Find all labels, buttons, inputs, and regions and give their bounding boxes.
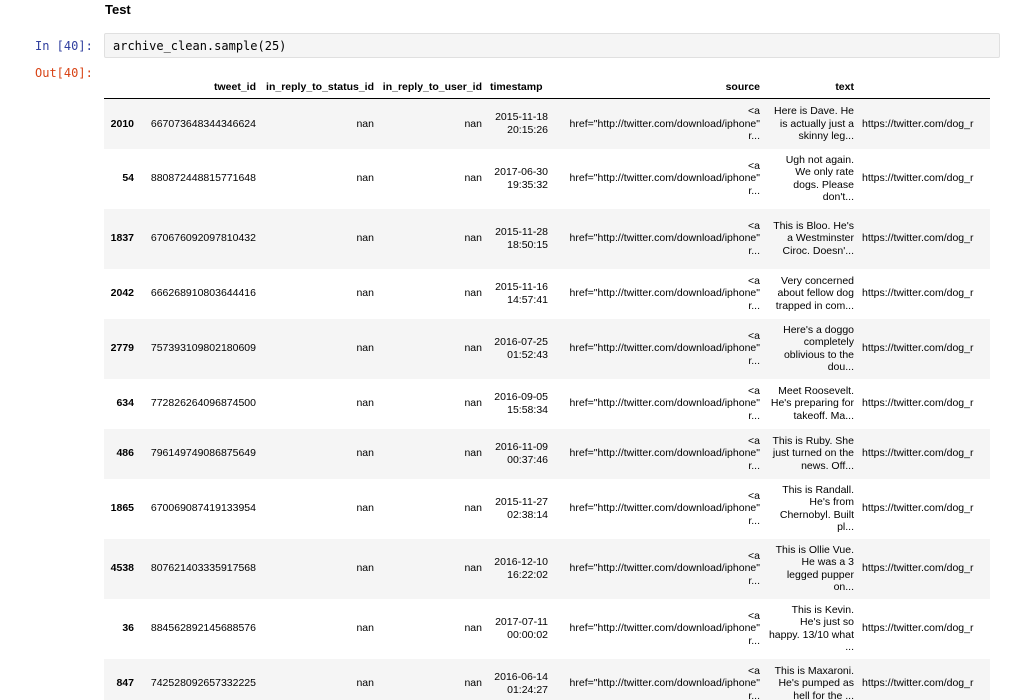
table-cell-text: Ugh not again. We only rate dogs. Please don't... — [764, 149, 858, 209]
table-cell-expanded-url: https://twitter.com/dog_r — [858, 479, 990, 539]
table-cell-index: 54 — [104, 149, 138, 209]
table-cell-source: <a href="http://twitter.com/download/iphone" r... — [552, 99, 764, 149]
table-cell-expanded-url: https://twitter.com/dog_r — [858, 379, 990, 429]
column-header-tweet-id: tweet_id — [138, 76, 260, 99]
table-cell-source: <a href="http://twitter.com/download/iphone" r... — [552, 429, 764, 479]
table-cell-text: This is Maxaroni. He's pumped as hell for the ... — [764, 659, 858, 700]
table-cell-source: <a href="http://twitter.com/download/iphone" r... — [552, 659, 764, 700]
table-cell-timestamp: 2015-11-16 14:57:41 — [486, 269, 552, 319]
table-cell-in-reply-to-status-id: nan — [260, 659, 378, 700]
table-cell-index: 486 — [104, 429, 138, 479]
table-cell-expanded-url: https://twitter.com/dog_r — [858, 539, 990, 599]
table-cell-timestamp: 2015-11-27 02:38:14 — [486, 479, 552, 539]
table-row — [104, 209, 990, 269]
table-cell-in-reply-to-user-id: nan — [378, 149, 486, 209]
table-cell-tweet-id: 670069087419133954 — [138, 479, 260, 539]
table-cell-index: 847 — [104, 659, 138, 700]
table-cell-in-reply-to-user-id: nan — [378, 99, 486, 149]
table-cell-index: 36 — [104, 599, 138, 659]
input-prompt: In [40]: — [35, 39, 93, 53]
table-cell-in-reply-to-user-id: nan — [378, 539, 486, 599]
table-cell-source: <a href="http://twitter.com/download/iphone" r... — [552, 319, 764, 379]
table-cell-in-reply-to-status-id: nan — [260, 99, 378, 149]
table-cell-in-reply-to-status-id: nan — [260, 429, 378, 479]
table-row — [104, 379, 990, 429]
code-cell[interactable] — [104, 33, 1000, 58]
column-header-index — [104, 76, 138, 99]
table-cell-in-reply-to-user-id: nan — [378, 269, 486, 319]
table-cell-source: <a href="http://twitter.com/download/iphone" r... — [552, 539, 764, 599]
table-cell-in-reply-to-user-id: nan — [378, 209, 486, 269]
table-cell-in-reply-to-status-id: nan — [260, 599, 378, 659]
table-cell-expanded-url: https://twitter.com/dog_r — [858, 269, 990, 319]
table-cell-text: Meet Roosevelt. He's preparing for takeoff. Ma... — [764, 379, 858, 429]
table-cell-tweet-id: 757393109802180609 — [138, 319, 260, 379]
table-cell-index: 2010 — [104, 99, 138, 149]
table-cell-index: 4538 — [104, 539, 138, 599]
table-cell-text: Here is Dave. He is actually just a skinny leg... — [764, 99, 858, 149]
table-row — [104, 479, 990, 539]
table-cell-tweet-id: 796149749086875649 — [138, 429, 260, 479]
column-header-expanded-urls — [858, 76, 990, 99]
notebook-heading: Test — [105, 2, 131, 17]
output-prompt: Out[40]: — [35, 66, 93, 80]
table-cell-expanded-url: https://twitter.com/dog_r — [858, 149, 990, 209]
table-cell-in-reply-to-status-id: nan — [260, 319, 378, 379]
table-cell-in-reply-to-status-id: nan — [260, 479, 378, 539]
table-cell-index: 2779 — [104, 319, 138, 379]
dataframe-output — [104, 76, 990, 700]
table-cell-tweet-id: 666268910803644416 — [138, 269, 260, 319]
table-cell-expanded-url: https://twitter.com/dog_r — [858, 99, 990, 149]
table-cell-tweet-id: 880872448815771648 — [138, 149, 260, 209]
table-row — [104, 659, 990, 700]
table-cell-in-reply-to-user-id: nan — [378, 429, 486, 479]
table-cell-source: <a href="http://twitter.com/download/iphone" r... — [552, 479, 764, 539]
table-cell-text: This is Bloo. He's a Westminster Ciroc. Doesn'... — [764, 209, 858, 269]
table-cell-expanded-url: https://twitter.com/dog_r — [858, 659, 990, 700]
table-cell-index: 2042 — [104, 269, 138, 319]
table-cell-expanded-url: https://twitter.com/dog_r — [858, 599, 990, 659]
column-header-in-reply-to-status-id: in_reply_to_status_id — [260, 76, 378, 99]
column-header-timestamp: timestamp — [486, 76, 552, 99]
table-cell-text: Here's a doggo completely oblivious to the dou... — [764, 319, 858, 379]
table-cell-source: <a href="http://twitter.com/download/iphone" r... — [552, 599, 764, 659]
table-header-row — [104, 76, 990, 99]
table-cell-source: <a href="http://twitter.com/download/iphone" r... — [552, 269, 764, 319]
table-cell-tweet-id: 667073648344346624 — [138, 99, 260, 149]
table-cell-expanded-url: https://twitter.com/dog_r — [858, 429, 990, 479]
table-cell-index: 1837 — [104, 209, 138, 269]
table-row — [104, 429, 990, 479]
table-cell-in-reply-to-status-id: nan — [260, 379, 378, 429]
column-header-text: text — [764, 76, 858, 99]
table-cell-timestamp: 2016-12-10 16:22:02 — [486, 539, 552, 599]
table-cell-timestamp: 2016-06-14 01:24:27 — [486, 659, 552, 700]
table-row — [104, 269, 990, 319]
table-cell-tweet-id: 742528092657332225 — [138, 659, 260, 700]
column-header-in-reply-to-user-id: in_reply_to_user_id — [378, 76, 486, 99]
table-row — [104, 599, 990, 659]
table-cell-in-reply-to-status-id: nan — [260, 269, 378, 319]
table-row — [104, 149, 990, 209]
table-cell-timestamp: 2015-11-28 18:50:15 — [486, 209, 552, 269]
table-row — [104, 99, 990, 149]
table-cell-in-reply-to-status-id: nan — [260, 539, 378, 599]
table-cell-source: <a href="http://twitter.com/download/iphone" r... — [552, 209, 764, 269]
table-cell-timestamp: 2015-11-18 20:15:26 — [486, 99, 552, 149]
table-cell-in-reply-to-user-id: nan — [378, 379, 486, 429]
table-cell-timestamp: 2016-07-25 01:52:43 — [486, 319, 552, 379]
table-cell-text: Very concerned about fellow dog trapped in com... — [764, 269, 858, 319]
dataframe-table — [104, 76, 990, 700]
table-cell-in-reply-to-status-id: nan — [260, 209, 378, 269]
table-cell-text: This is Ollie Vue. He was a 3 legged pupper on... — [764, 539, 858, 599]
table-cell-source: <a href="http://twitter.com/download/iphone" r... — [552, 149, 764, 209]
table-cell-source: <a href="http://twitter.com/download/iphone" r... — [552, 379, 764, 429]
table-cell-text: This is Kevin. He's just so happy. 13/10 what ... — [764, 599, 858, 659]
table-cell-in-reply-to-user-id: nan — [378, 599, 486, 659]
table-cell-tweet-id: 884562892145688576 — [138, 599, 260, 659]
table-row — [104, 539, 990, 599]
table-row — [104, 319, 990, 379]
table-cell-in-reply-to-user-id: nan — [378, 319, 486, 379]
table-cell-timestamp: 2016-11-09 00:37:46 — [486, 429, 552, 479]
code-text[interactable]: archive_clean.sample(25) — [113, 39, 287, 53]
table-cell-timestamp: 2017-07-11 00:00:02 — [486, 599, 552, 659]
table-cell-tweet-id: 670676092097810432 — [138, 209, 260, 269]
table-cell-text: This is Randall. He's from Chernobyl. Built pl... — [764, 479, 858, 539]
table-cell-tweet-id: 807621403335917568 — [138, 539, 260, 599]
table-cell-timestamp: 2017-06-30 19:35:32 — [486, 149, 552, 209]
table-cell-index: 1865 — [104, 479, 138, 539]
table-cell-timestamp: 2016-09-05 15:58:34 — [486, 379, 552, 429]
table-cell-expanded-url: https://twitter.com/dog_r — [858, 209, 990, 269]
table-cell-index: 634 — [104, 379, 138, 429]
column-header-source: source — [552, 76, 764, 99]
table-cell-text: This is Ruby. She just turned on the news. Off... — [764, 429, 858, 479]
table-cell-expanded-url: https://twitter.com/dog_r — [858, 319, 990, 379]
table-cell-in-reply-to-user-id: nan — [378, 479, 486, 539]
table-cell-tweet-id: 772826264096874500 — [138, 379, 260, 429]
table-cell-in-reply-to-user-id: nan — [378, 659, 486, 700]
table-cell-in-reply-to-status-id: nan — [260, 149, 378, 209]
